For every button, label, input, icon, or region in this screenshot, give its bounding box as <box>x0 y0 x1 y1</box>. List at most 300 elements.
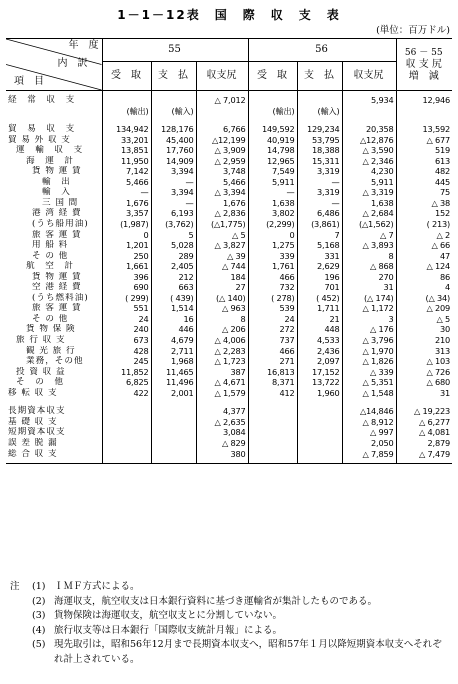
cell-c1: 11,852 <box>102 367 151 378</box>
cell-c6: △ 2,346 <box>342 156 396 167</box>
table-row <box>6 377 452 388</box>
cell-c3: △ 1,723 <box>196 356 248 367</box>
cell-c6: △ 7 <box>342 230 396 241</box>
cell-c4: 16,813 <box>248 367 297 378</box>
cell-c6: 270 <box>342 272 396 283</box>
cell-c6: 8 <box>342 251 396 262</box>
cell-c4: 412 <box>248 388 297 399</box>
header-corner <box>6 39 102 91</box>
table-row <box>6 240 452 251</box>
cell-c2: (輸入) <box>151 106 196 117</box>
footnote <box>10 624 450 639</box>
table-row <box>6 166 452 177</box>
cell-c3: 3,748 <box>196 166 248 177</box>
cell-c7: △ 124 <box>396 261 452 272</box>
header-payments-55: 支 払 <box>151 62 196 91</box>
table-row <box>6 230 452 241</box>
cell-c6: △ 339 <box>342 367 396 378</box>
cell-c5: 331 <box>297 251 342 262</box>
cell-c1: 6,825 <box>102 377 151 388</box>
cell-c4 <box>248 398 297 417</box>
cell-c2: 5,028 <box>151 240 196 251</box>
table-title: 1－1－12表 国 際 収 支 表 <box>117 8 341 22</box>
cell-c5: 3,319 <box>297 166 342 177</box>
cell-c6: △ 176 <box>342 324 396 335</box>
row-label: 航 空 計 <box>26 261 74 272</box>
row-label: 空 港 経 費 <box>32 282 82 293</box>
cell-c3: 387 <box>196 367 248 378</box>
footnote-text: 現先取引は，昭和56年12月まで長期資本収支へ，昭和57年１月以降短期資本収支へそれぞれ計上されている。 <box>54 639 442 665</box>
row-label: 貿 易 収 支 <box>8 124 76 135</box>
cell-c4: 1,638 <box>248 198 297 209</box>
cell-c3: 6,766 <box>196 116 248 135</box>
cell-c4: 8,371 <box>248 377 297 388</box>
footnote <box>10 638 450 667</box>
row-label: 業務，その他 <box>26 356 84 367</box>
cell-c3: △ 2,959 <box>196 156 248 167</box>
cell-c1 <box>102 417 151 428</box>
table-row <box>6 177 452 188</box>
cell-c2: (3,762) <box>151 219 196 230</box>
header-diff-top: 56 － 55 <box>404 47 443 58</box>
cell-c3: △ 2,635 <box>196 417 248 428</box>
table-row <box>6 356 452 367</box>
cell-c4: 1,275 <box>248 240 297 251</box>
cell-c2 <box>151 427 196 438</box>
cell-c3: 5,466 <box>196 177 248 188</box>
cell-c6: 4,230 <box>342 166 396 177</box>
cell-c2: 16 <box>151 314 196 325</box>
table-row <box>6 438 452 449</box>
row-label: 貨 物 保 険 <box>26 324 76 335</box>
table-row <box>6 272 452 283</box>
cell-c3: △12,199 <box>196 135 248 146</box>
header-nendo: 年 度 <box>68 40 99 51</box>
table-body <box>6 91 452 464</box>
cell-c5: — <box>297 198 342 209</box>
table-row <box>6 198 452 209</box>
cell-c2 <box>151 398 196 417</box>
table-row <box>6 346 452 357</box>
cell-c1: (1,987) <box>102 219 151 230</box>
row-label: 旅 客 運 賃 <box>32 229 82 240</box>
footnote-text: 海運収支，航空収支は日本銀行資料に基づき運輸省が集計したものである。 <box>54 595 378 607</box>
cell-c1: 33,201 <box>102 135 151 146</box>
footnote-prefix: 注 <box>10 581 20 592</box>
cell-c7: 613 <box>396 156 452 167</box>
cell-c4 <box>248 417 297 428</box>
footnote-text: 旅行収支等は日本銀行「国際収支統計月報」による。 <box>54 624 283 636</box>
cell-c4: 40,919 <box>248 135 297 146</box>
cell-c1: 24 <box>102 314 151 325</box>
row-label: 輸 出 <box>42 176 71 187</box>
cell-c1: ( 299) <box>102 293 151 304</box>
row-label: 用 船 料 <box>32 240 69 251</box>
cell-c5: 21 <box>297 314 342 325</box>
cell-c6: 20,358 <box>342 116 396 135</box>
row-label: 輸 入 <box>42 187 71 198</box>
cell-c3: 4,377 <box>196 398 248 417</box>
footnote-number: (1) <box>32 581 46 592</box>
cell-c6: (△1,562) <box>342 219 396 230</box>
cell-c6: △ 997 <box>342 427 396 438</box>
footnote <box>10 580 450 595</box>
cell-c1: 1,661 <box>102 261 151 272</box>
cell-c3: △ 2,836 <box>196 208 248 219</box>
cell-c5: 701 <box>297 282 342 293</box>
row-label: (うち燃料油) <box>32 292 89 303</box>
footnote-number: (4) <box>32 624 46 636</box>
cell-c2: 289 <box>151 251 196 262</box>
table-row <box>6 208 452 219</box>
cell-c2: 11,496 <box>151 377 196 388</box>
header-receipts-55: 受 取 <box>102 62 151 91</box>
cell-c7: 13,592 <box>396 116 452 135</box>
header-year-56: 56 <box>248 39 396 62</box>
cell-c7: 152 <box>396 208 452 219</box>
cell-c6: △ 2,684 <box>342 208 396 219</box>
table-row <box>6 261 452 272</box>
cell-c2: — <box>151 198 196 209</box>
footnote <box>10 595 450 610</box>
table-row <box>6 156 452 167</box>
table-row <box>6 314 452 325</box>
cell-c6: △ 3,893 <box>342 240 396 251</box>
header-diff <box>396 39 452 91</box>
table-row <box>6 449 452 464</box>
cell-c7: 210 <box>396 335 452 346</box>
table-row <box>6 324 452 335</box>
cell-c2: 45,400 <box>151 135 196 146</box>
row-label: 貨 物 運 賃 <box>32 166 82 177</box>
cell-c3 <box>196 106 248 117</box>
cell-c1: — <box>102 187 151 198</box>
cell-c2: 4,679 <box>151 335 196 346</box>
cell-c5: ( 452) <box>297 293 342 304</box>
cell-c1: 7,142 <box>102 166 151 177</box>
cell-c1: 422 <box>102 388 151 399</box>
cell-c3: △ 2,283 <box>196 346 248 357</box>
cell-c3: △ 3,909 <box>196 145 248 156</box>
cell-c7: 30 <box>396 324 452 335</box>
header-naiyaku: 内 訳 <box>57 58 88 69</box>
footnote-number: (5) <box>32 639 46 650</box>
cell-c4: 7,549 <box>248 166 297 177</box>
row-label <box>6 106 102 117</box>
cell-c3: △ 5 <box>196 230 248 241</box>
table-row <box>6 135 452 146</box>
footnote-text: ＩＭＦ方式による。 <box>54 581 140 592</box>
cell-c4: 24 <box>248 314 297 325</box>
footnote-prefix <box>10 609 32 624</box>
cell-c7: △ 66 <box>396 240 452 251</box>
cell-c7: △ 680 <box>396 377 452 388</box>
cell-c5 <box>297 398 342 417</box>
balance-of-payments-table <box>6 38 452 464</box>
cell-c5: 2,436 <box>297 346 342 357</box>
cell-c5: 6,486 <box>297 208 342 219</box>
cell-c5: — <box>297 177 342 188</box>
cell-c1: 5,466 <box>102 177 151 188</box>
header-diff-mid: 収 支 尻 <box>405 58 442 70</box>
cell-c2: — <box>151 177 196 188</box>
table-row <box>6 91 452 106</box>
cell-c3: △ 829 <box>196 438 248 449</box>
cell-c1: 240 <box>102 324 151 335</box>
cell-c7: △ 4,081 <box>396 427 452 438</box>
cell-c2: 11,465 <box>151 367 196 378</box>
row-label: 旅 行 収 支 <box>16 335 66 346</box>
cell-c2: 2,405 <box>151 261 196 272</box>
table-row <box>6 145 452 156</box>
cell-c4: — <box>248 187 297 198</box>
row-label: 貿 易 外 収 支 <box>8 134 71 145</box>
cell-c5: 2,097 <box>297 356 342 367</box>
row-label: 港 湾 経 費 <box>32 208 82 219</box>
cell-c6: △ 868 <box>342 261 396 272</box>
cell-c7: 47 <box>396 251 452 262</box>
cell-c4 <box>248 438 297 449</box>
cell-c7: △ 103 <box>396 356 452 367</box>
row-label: 海 運 計 <box>26 155 74 166</box>
row-label: 投 資 収 益 <box>16 366 66 377</box>
cell-c7: ( 213) <box>396 219 452 230</box>
cell-c7: 313 <box>396 346 452 357</box>
cell-c5: (輸入) <box>297 106 342 117</box>
cell-c3: △ 963 <box>196 303 248 314</box>
row-label: 移 転 収 支 <box>8 387 58 398</box>
cell-c6: 1,638 <box>342 198 396 209</box>
row-label: そ の 他 <box>32 313 69 324</box>
table-row <box>6 293 452 304</box>
header-balance-55: 収支尻 <box>196 62 248 91</box>
cell-c6: △ 8,912 <box>342 417 396 428</box>
cell-c6: 5,911 <box>342 177 396 188</box>
cell-c7: △ 6,277 <box>396 417 452 428</box>
cell-c6: 5,934 <box>342 91 396 106</box>
cell-c3: (△ 140) <box>196 293 248 304</box>
cell-c4: 149,592 <box>248 116 297 135</box>
cell-c4: ( 278) <box>248 293 297 304</box>
cell-c3: 380 <box>196 449 248 464</box>
cell-c3: △ 3,827 <box>196 240 248 251</box>
cell-c1: 551 <box>102 303 151 314</box>
cell-c5: 448 <box>297 324 342 335</box>
row-label: (うち船用油) <box>32 219 89 230</box>
cell-c5 <box>297 427 342 438</box>
cell-c4: 737 <box>248 335 297 346</box>
cell-c1: 0 <box>102 230 151 241</box>
header-year-55: 55 <box>102 39 248 62</box>
table-row <box>6 219 452 230</box>
cell-c7: △ 2 <box>396 230 452 241</box>
cell-c1: 134,942 <box>102 116 151 135</box>
cell-c2: 212 <box>151 272 196 283</box>
cell-c3: (△1,775) <box>196 219 248 230</box>
cell-c7: △ 726 <box>396 367 452 378</box>
cell-c5: 196 <box>297 272 342 283</box>
cell-c1: 428 <box>102 346 151 357</box>
header-payments-56: 支 払 <box>297 62 342 91</box>
cell-c5: (3,861) <box>297 219 342 230</box>
table-row <box>6 398 452 417</box>
cell-c1 <box>102 91 151 106</box>
cell-c7: (△ 34) <box>396 293 452 304</box>
cell-c1 <box>102 449 151 464</box>
cell-c2: 1,514 <box>151 303 196 314</box>
cell-c6 <box>342 106 396 117</box>
cell-c4 <box>248 449 297 464</box>
cell-c6: △ 1,970 <box>342 346 396 357</box>
cell-c5: 17,152 <box>297 367 342 378</box>
table-row <box>6 282 452 293</box>
cell-c3: △ 4,671 <box>196 377 248 388</box>
cell-c6: △ 3,590 <box>342 145 396 156</box>
unit-note: (単位：百万ドル) <box>376 25 450 36</box>
cell-c2: 2,711 <box>151 346 196 357</box>
header-receipts-56: 受 取 <box>248 62 297 91</box>
cell-c5: 1,711 <box>297 303 342 314</box>
row-label: そ の 他 <box>32 250 69 261</box>
footnote-text: 貨物保険は海運収支，航空収支とに分割していない。 <box>54 610 283 621</box>
row-label: 短期資本収支 <box>8 427 66 438</box>
cell-c7: 445 <box>396 177 452 188</box>
cell-c1: 250 <box>102 251 151 262</box>
cell-c6: △ 1,548 <box>342 388 396 399</box>
table-row <box>6 427 452 438</box>
cell-c4 <box>248 427 297 438</box>
cell-c7: △ 38 <box>396 198 452 209</box>
table-row <box>6 303 452 314</box>
cell-c7: △ 7,479 <box>396 449 452 464</box>
cell-c2: 446 <box>151 324 196 335</box>
table-row <box>6 335 452 346</box>
cell-c5: 7 <box>297 230 342 241</box>
cell-c5: 53,795 <box>297 135 342 146</box>
cell-c4: (2,299) <box>248 219 297 230</box>
footnotes <box>10 580 450 667</box>
cell-c6: △ 1,172 <box>342 303 396 314</box>
cell-c4 <box>248 91 297 106</box>
row-label: 運 輸 収 支 <box>16 145 84 156</box>
cell-c6: △ 5,351 <box>342 377 396 388</box>
cell-c4: 539 <box>248 303 297 314</box>
cell-c1: 690 <box>102 282 151 293</box>
cell-c5: 129,234 <box>297 116 342 135</box>
cell-c4: (輸出) <box>248 106 297 117</box>
cell-c2: 3,394 <box>151 187 196 198</box>
cell-c2: 5 <box>151 230 196 241</box>
cell-c4: 3,802 <box>248 208 297 219</box>
cell-c7: △ 209 <box>396 303 452 314</box>
cell-c1: 1,676 <box>102 198 151 209</box>
cell-c2: ( 439) <box>151 293 196 304</box>
row-label: 総 合 収 支 <box>6 449 102 464</box>
cell-c6: △12,876 <box>342 135 396 146</box>
table-row <box>6 367 452 378</box>
cell-c2: 663 <box>151 282 196 293</box>
cell-c5 <box>297 449 342 464</box>
cell-c6: (△ 174) <box>342 293 396 304</box>
cell-c5: 4,533 <box>297 335 342 346</box>
cell-c3: △ 4,006 <box>196 335 248 346</box>
cell-c2: 3,394 <box>151 166 196 177</box>
cell-c6: △ 7,859 <box>342 449 396 464</box>
cell-c2: 17,760 <box>151 145 196 156</box>
cell-c3: △ 3,394 <box>196 187 248 198</box>
header-komoku: 項 目 <box>14 76 44 88</box>
cell-c6: △ 3,319 <box>342 187 396 198</box>
cell-c1: 11,950 <box>102 156 151 167</box>
cell-c2 <box>151 449 196 464</box>
cell-c5: 5,168 <box>297 240 342 251</box>
cell-c4: 466 <box>248 346 297 357</box>
cell-c1: (輸出) <box>102 106 151 117</box>
cell-c2: 128,176 <box>151 116 196 135</box>
table-row <box>6 417 452 428</box>
cell-c7: 86 <box>396 272 452 283</box>
cell-c4: 339 <box>248 251 297 262</box>
cell-c1 <box>102 398 151 417</box>
row-label: 三 国 間 <box>42 197 79 208</box>
cell-c5 <box>297 438 342 449</box>
row-label: 貨 物 運 賃 <box>32 271 82 282</box>
table-row <box>6 116 452 135</box>
cell-c7: △ 5 <box>396 314 452 325</box>
cell-c2 <box>151 91 196 106</box>
cell-c1 <box>102 438 151 449</box>
row-label: 長期資本収支 <box>8 406 66 417</box>
cell-c6: 3 <box>342 314 396 325</box>
row-label: 基 礎 収 支 <box>8 416 58 427</box>
cell-c2: 1,968 <box>151 356 196 367</box>
cell-c7: 2,879 <box>396 438 452 449</box>
cell-c3: △ 744 <box>196 261 248 272</box>
cell-c4: 272 <box>248 324 297 335</box>
cell-c3: △ 206 <box>196 324 248 335</box>
cell-c4: 732 <box>248 282 297 293</box>
cell-c4: 466 <box>248 272 297 283</box>
cell-c4: 12,965 <box>248 156 297 167</box>
cell-c7: 482 <box>396 166 452 177</box>
cell-c5: 3,319 <box>297 187 342 198</box>
footnote-prefix <box>10 624 32 639</box>
row-label: 旅 客 運 賃 <box>32 303 82 314</box>
cell-c7 <box>396 106 452 117</box>
footnote-prefix <box>10 638 32 667</box>
cell-c3: △ 39 <box>196 251 248 262</box>
cell-c3: 27 <box>196 282 248 293</box>
cell-c4: 14,798 <box>248 145 297 156</box>
cell-c4: 1,761 <box>248 261 297 272</box>
cell-c1: 3,357 <box>102 208 151 219</box>
cell-c7: 31 <box>396 388 452 399</box>
cell-c1: 245 <box>102 356 151 367</box>
cell-c7: 75 <box>396 187 452 198</box>
cell-c7: 519 <box>396 145 452 156</box>
cell-c1: 1,201 <box>102 240 151 251</box>
cell-c2: 14,909 <box>151 156 196 167</box>
row-label: 誤 差 脱 漏 <box>8 437 58 448</box>
cell-c5: 1,960 <box>297 388 342 399</box>
cell-c5 <box>297 91 342 106</box>
cell-c2: 6,193 <box>151 208 196 219</box>
table-row <box>6 187 452 198</box>
cell-c3: 184 <box>196 272 248 283</box>
header-balance-56: 収支尻 <box>342 62 396 91</box>
cell-c4: 5,911 <box>248 177 297 188</box>
cell-c5: 15,311 <box>297 156 342 167</box>
